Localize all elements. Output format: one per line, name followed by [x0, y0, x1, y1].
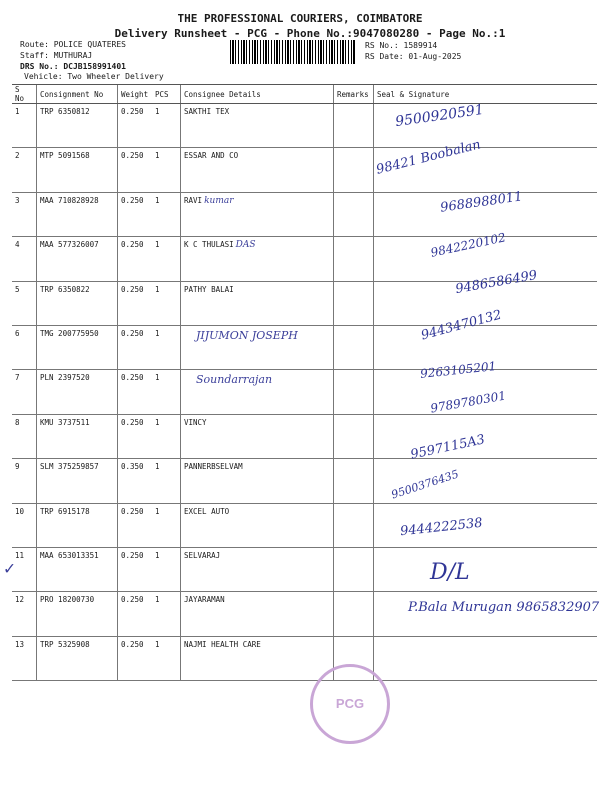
cell-pcs: 1: [152, 414, 181, 458]
cell-weight: 0.250: [118, 325, 153, 369]
handwritten-signature: 9842220102: [429, 230, 507, 260]
handwritten-signature: 9500920591: [394, 101, 485, 131]
cell-name: [181, 547, 334, 591]
cell-sno: 2: [12, 148, 37, 192]
consignee-name: VINCY: [184, 417, 207, 427]
col-weight: Weight: [118, 85, 153, 104]
col-consignee: Consignee Details: [181, 85, 334, 104]
table-row: [12, 459, 597, 503]
cell-pcs: 1: [152, 636, 181, 680]
cell-sno: 12: [12, 592, 37, 636]
pcg-stamp: PCG: [310, 664, 390, 744]
table-row: [12, 148, 597, 192]
consignee-name: SAKTHI TEX: [184, 107, 230, 116]
cell-pcs: 1: [152, 592, 181, 636]
cell-name: [181, 636, 334, 680]
consignee-name: NAJMI HEALTH CARE: [184, 639, 261, 649]
cell-remarks: [334, 104, 374, 148]
cell-seal: [374, 547, 598, 591]
cell-pcs: 1: [152, 192, 181, 236]
cell-remarks: [334, 370, 374, 414]
col-remarks: Remarks: [334, 85, 374, 104]
handwritten-signature: 9444222538: [399, 515, 484, 540]
cell-remarks: [334, 192, 374, 236]
cell-name: [181, 192, 334, 236]
table-row: [12, 636, 597, 680]
cell-pcs: 1: [152, 281, 181, 325]
cell-seal: [374, 414, 598, 458]
cell-name: [181, 237, 334, 281]
cell-pcs: 1: [152, 370, 181, 414]
cell-pcs: 1: [152, 148, 181, 192]
cell-name: [181, 592, 334, 636]
handwritten-signature: 9443470132: [419, 307, 504, 344]
consignee-name: K C THULASI: [184, 240, 234, 250]
cell-weight: 0.250: [118, 237, 153, 281]
cell-pcs: 1: [152, 104, 181, 148]
cell-sno: 9: [12, 459, 37, 503]
cell-name: [181, 414, 334, 458]
consignee-name: EXCEL AUTO: [184, 506, 230, 516]
cell-weight: 0.250: [118, 104, 153, 148]
cell-remarks: [334, 325, 374, 369]
cell-cons: PRO 18200730: [37, 592, 118, 636]
cell-name: [181, 503, 334, 547]
cell-name: [181, 281, 334, 325]
cell-name: [181, 459, 334, 503]
table-row: [12, 104, 597, 148]
cell-sno: 11: [12, 547, 37, 591]
cell-remarks: [334, 237, 374, 281]
cell-cons: MTP 5091568: [37, 148, 118, 192]
table-row: [12, 325, 597, 369]
cell-remarks: [334, 547, 374, 591]
handwritten-signature: 9263105201: [419, 359, 497, 381]
vehicle-label: Vehicle: Two Wheeler Delivery: [24, 72, 164, 81]
cell-remarks: [334, 414, 374, 458]
cell-weight: 0.250: [118, 636, 153, 680]
cell-cons: TRP 5325908: [37, 636, 118, 680]
col-sno: S No: [12, 85, 37, 104]
cell-sno: 5: [12, 281, 37, 325]
cell-cons: TRP 6915178: [37, 503, 118, 547]
cell-sno: 10: [12, 503, 37, 547]
cell-seal: [374, 636, 598, 680]
cell-weight: 0.250: [118, 370, 153, 414]
cell-cons: SLM 375259857: [37, 459, 118, 503]
cell-pcs: 1: [152, 459, 181, 503]
cell-remarks: [334, 459, 374, 503]
rs-number: RS No.: 1589914: [365, 41, 438, 50]
cell-name: [181, 104, 334, 148]
table-row: [12, 547, 597, 591]
handwritten-signature: 9597115A3: [409, 432, 487, 463]
handwritten-signature: D/L: [430, 560, 470, 585]
cell-remarks: [334, 503, 374, 547]
consignee-name: RAVI: [184, 195, 203, 205]
document-title: THE PROFESSIONAL COURIERS, COIMBATORE: [177, 12, 423, 25]
cell-cons: KMU 3737511: [37, 414, 118, 458]
barcode: [230, 40, 355, 64]
cell-pcs: 1: [152, 237, 181, 281]
cell-pcs: 1: [152, 325, 181, 369]
cell-pcs: 1: [152, 547, 181, 591]
handwritten-signature: 98421 Boobalan: [374, 137, 483, 178]
cell-remarks: [334, 281, 374, 325]
rs-date: RS Date: 01-Aug-2025: [365, 52, 462, 61]
cell-sno: 1: [12, 104, 37, 148]
col-seal: Seal & Signature: [374, 85, 598, 104]
document-subtitle: Delivery Runsheet - PCG - Phone No.:9047080280 - Page No.:1: [114, 27, 506, 40]
cell-cons: TRP 6350812: [37, 104, 118, 148]
cell-weight: 0.250: [118, 503, 153, 547]
table-row: [12, 370, 597, 414]
cell-cons: MAA 577326007: [37, 237, 118, 281]
handwritten-note: Soundarrajan: [196, 373, 273, 387]
cell-remarks: [334, 148, 374, 192]
table-row: [12, 414, 597, 458]
cell-weight: 0.250: [118, 148, 153, 192]
cell-weight: 0.350: [118, 459, 153, 503]
cell-cons: MAA 653013351: [37, 547, 118, 591]
cell-name: [181, 370, 334, 414]
cell-weight: 0.250: [118, 414, 153, 458]
cell-weight: 0.250: [118, 592, 153, 636]
cell-cons: TMG 200775950: [37, 325, 118, 369]
consignee-name: SELVARAJ: [184, 550, 221, 560]
cell-name: [181, 148, 334, 192]
cell-cons: MAA 710828928: [37, 192, 118, 236]
runsheet-table: [12, 84, 600, 681]
cell-sno: 6: [12, 325, 37, 369]
cell-sno: 13: [12, 636, 37, 680]
consignee-name: PANNERBSELVAM: [184, 462, 243, 472]
consignee-name: PATHY BALAI: [184, 284, 234, 294]
handwritten-note: DAS: [235, 240, 256, 251]
cell-remarks: [334, 592, 374, 636]
cell-weight: 0.250: [118, 547, 153, 591]
handwritten-note: JIJUMON JOSEPH: [196, 328, 298, 342]
consignee-name: JAYARAMAN: [184, 595, 225, 605]
cell-name: [181, 325, 334, 369]
table-header-row: [12, 85, 597, 104]
col-consignment: Consignment No: [37, 85, 118, 104]
staff-label: Staff: MUTHURAJ: [20, 51, 93, 60]
cell-sno: 8: [12, 414, 37, 458]
consignee-name: ESSAR AND CO: [184, 151, 239, 161]
handwritten-signature: P.Bala Murugan 9865832907: [408, 600, 600, 615]
handwritten-signature: 9789780301: [429, 388, 507, 416]
handwritten-signature: 9500376435: [389, 467, 461, 502]
handwritten-signature: 9688988011: [439, 189, 524, 216]
handwritten-signature: 9486586499: [454, 267, 539, 298]
cell-sno: 7: [12, 370, 37, 414]
cell-sno: 3: [12, 192, 37, 236]
cell-cons: PLN 2397520: [37, 370, 118, 414]
cell-weight: 0.250: [118, 192, 153, 236]
cell-weight: 0.250: [118, 281, 153, 325]
handwritten-note: kumar: [204, 195, 234, 206]
col-pcs: PCS: [152, 85, 181, 104]
check-mark-icon: ✓: [4, 558, 15, 579]
table-row: [12, 503, 597, 547]
drs-label: DRS No.: DCJB158991401: [20, 62, 126, 71]
cell-cons: TRP 6350822: [37, 281, 118, 325]
cell-sno: 4: [12, 237, 37, 281]
cell-pcs: 1: [152, 503, 181, 547]
route-label: Route: POLICE QUATERES: [20, 40, 126, 49]
